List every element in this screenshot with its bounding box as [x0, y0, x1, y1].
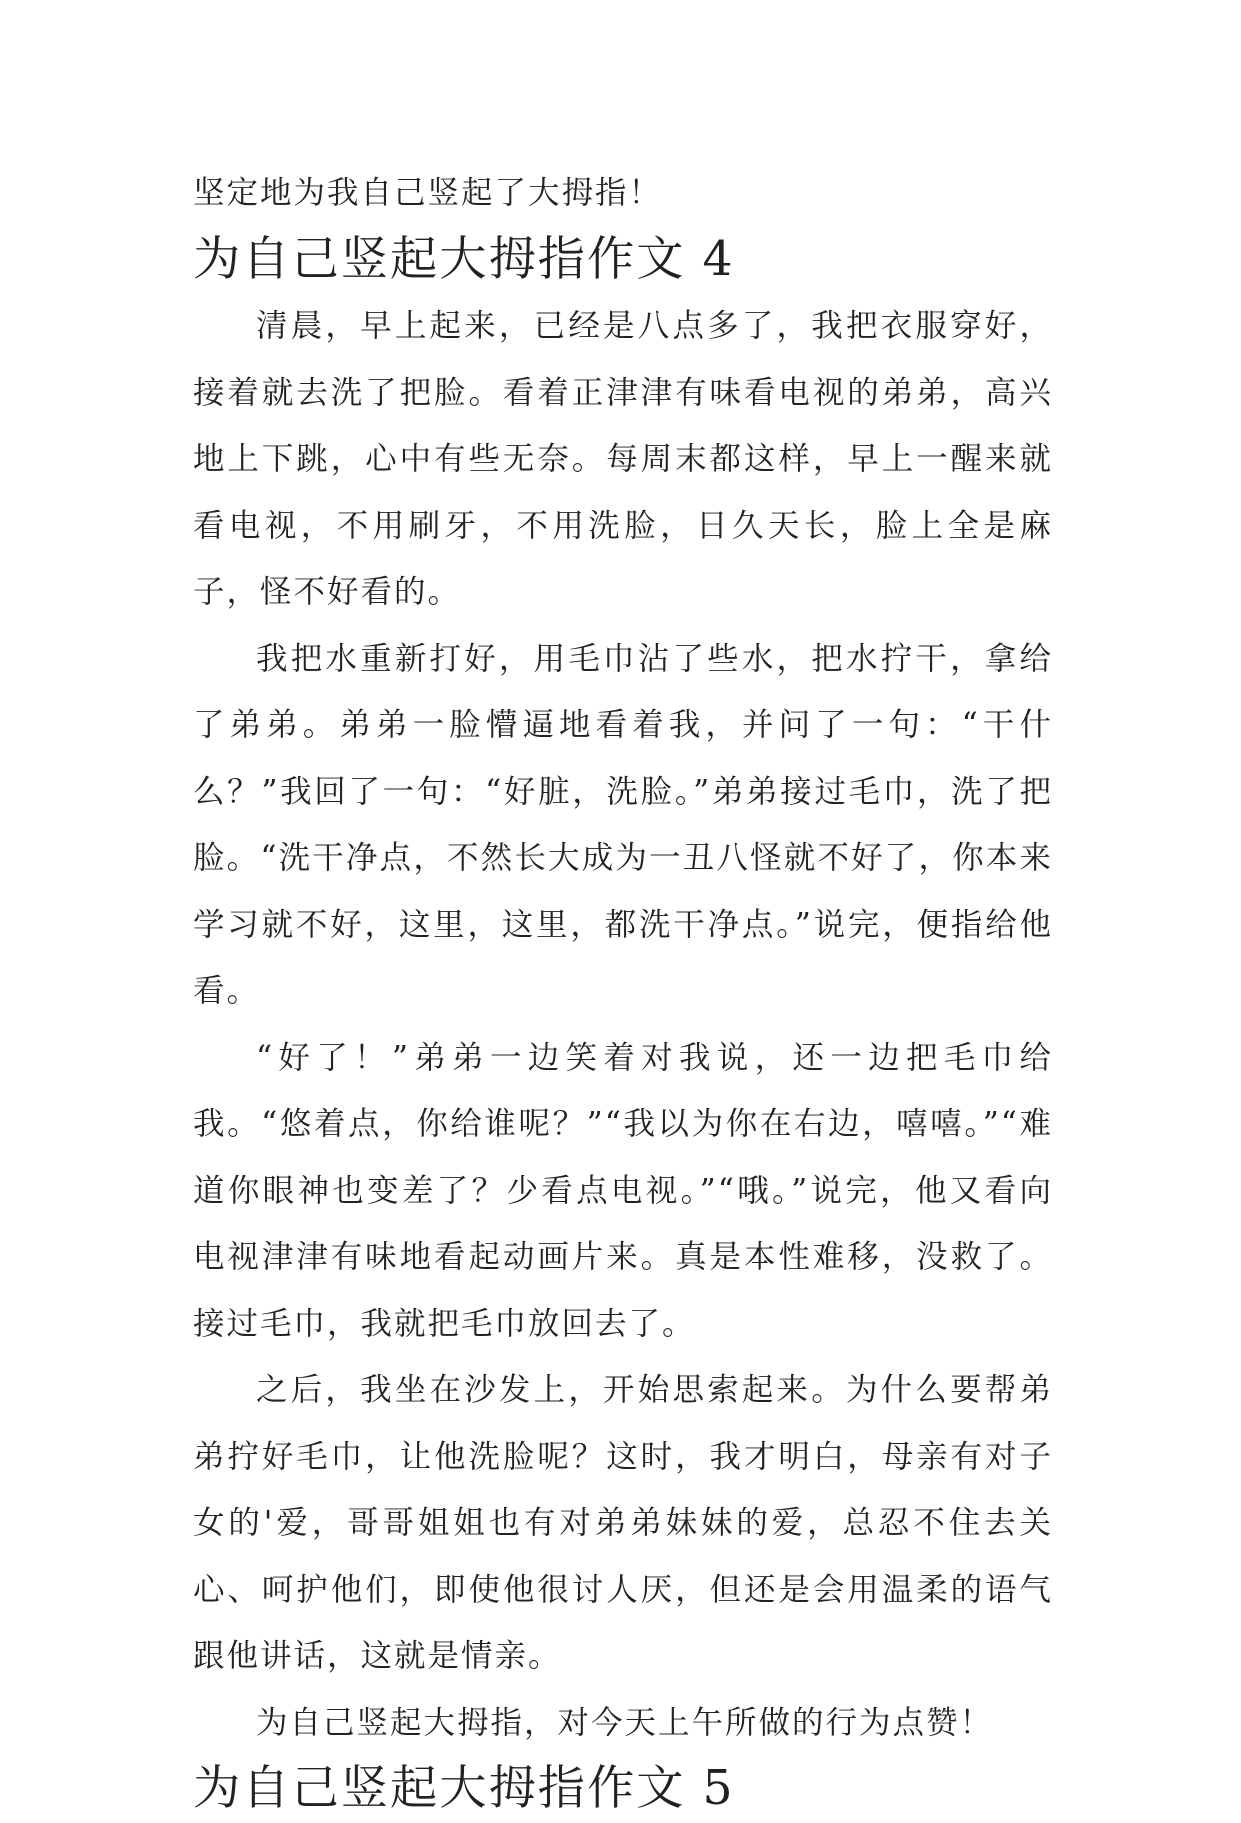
paragraph-4-5: 为自己竖起大拇指，对今天上午所做的行为点赞！ [256, 1704, 994, 1741]
paragraph-4-1: 清晨，早上起来，已经是八点多了，我把衣服穿好，接着就去洗了把脸。看着正津津有味看电视的弟弟，高兴地上下跳，心中有些无奈。每周末都这样，早上一醒来就看电视，不用刷牙，不用洗脸，日久天长，脸上全是麻子，怪不好看的。 [193, 308, 1053, 610]
paragraph-4-4: 之后，我坐在沙发上，开始思索起来。为什么要帮弟弟拧好毛巾，让他洗脸呢？这时，我才明白，母亲有对子女的'爱，哥哥姐姐也有对弟弟妹妹的爱，总忍不住去关心、呵护他们，即使他很讨人厌，但还是会用温柔的语气跟他讲话，这就是情亲。 [193, 1372, 1053, 1674]
section-title-4: 为自己竖起大拇指作文 4 [193, 231, 735, 287]
paragraph-4-3: “好了！”弟弟一边笑着对我说，还一边把毛巾给我。“悠着点，你给谁呢？”“我以为你在右边，嘻嘻。”“难道你眼神也变差了？少看点电视。”“哦。”说完，他又看向电视津津有味地看起动画片来。真是本性难移，没救了。接过毛巾，我就把毛巾放回去了。 [193, 1039, 1053, 1342]
section-title-5: 为自己竖起大拇指作文 5 [193, 1761, 735, 1816]
essay-text [193, 160, 1053, 1823]
intro-line: 坚定地为我自己竖起了大拇指！ [193, 175, 663, 211]
paragraph-4-2: 我把水重新打好，用毛巾沾了些水，把水拧干，拿给了弟弟。弟弟一脸懵逼地看着我，并问了一句：“干什么？”我回了一句：“好脏，洗脸。”弟弟接过毛巾，洗了把脸。“洗干净点，不然长大成为一丑八怪就不好了，你本来学习就不好，这里，这里，都洗干净点。”说完，便指给他看。 [193, 640, 1053, 1009]
